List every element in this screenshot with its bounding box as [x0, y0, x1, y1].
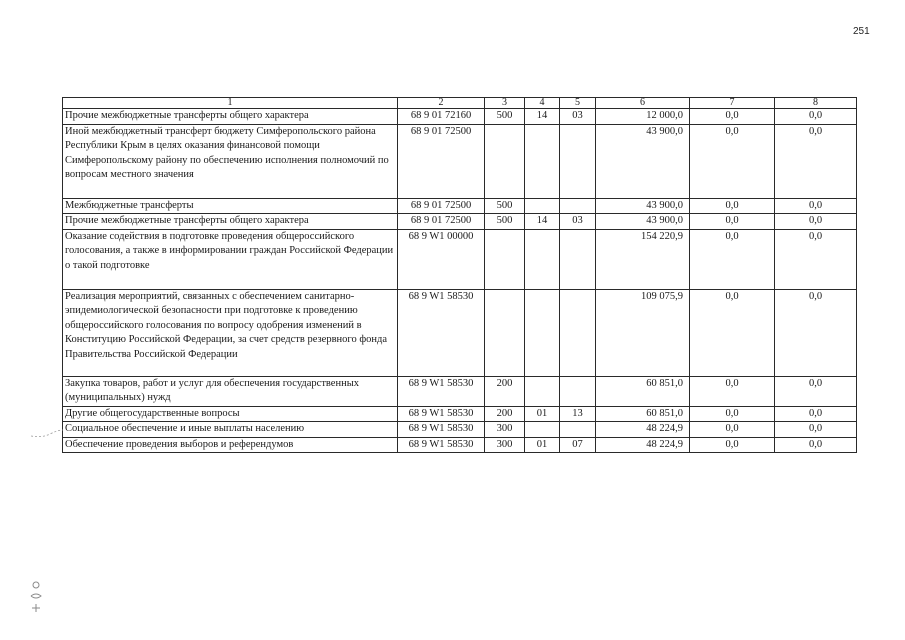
amount-col6: 12 000,0: [596, 109, 690, 125]
target-article-code: 68 9 01 72500: [398, 124, 485, 198]
row-name: Прочие межбюджетные трансферты общего характера: [63, 214, 398, 230]
table-row: [63, 376, 857, 406]
subsection-code: [560, 198, 596, 214]
amount-col8: 0,0: [775, 376, 857, 406]
target-article-code: 68 9 01 72160: [398, 109, 485, 125]
amount-col7: 0,0: [690, 289, 775, 376]
expense-type: 300: [485, 422, 525, 438]
target-article-code: 68 9 W1 00000: [398, 229, 485, 289]
column-header-2: 2: [398, 98, 485, 109]
section-code: [525, 422, 560, 438]
target-article-code: 68 9 W1 58530: [398, 437, 485, 453]
target-article-code: 68 9 W1 58530: [398, 406, 485, 422]
row-name: Иной межбюджетный трансферт бюджету Симферопольского района Республики Крым в целях оказания финансовой помощи Симферопольскому району по обеспечению исполнения полномочий по вопросам местного значения: [63, 124, 398, 198]
scan-artifact-line: [30, 426, 64, 440]
subsection-code: 13: [560, 406, 596, 422]
amount-col6: 109 075,9: [596, 289, 690, 376]
section-code: 14: [525, 214, 560, 230]
table-row: [63, 289, 857, 376]
subsection-code: [560, 422, 596, 438]
column-header-1: 1: [63, 98, 398, 109]
section-code: [525, 229, 560, 289]
table-row: [63, 198, 857, 214]
section-code: [525, 376, 560, 406]
scan-artifact-mark: [28, 580, 46, 616]
target-article-code: 68 9 W1 58530: [398, 422, 485, 438]
row-name: Социальное обеспечение и иные выплаты населению: [63, 422, 398, 438]
section-code: [525, 124, 560, 198]
row-name: Межбюджетные трансферты: [63, 198, 398, 214]
budget-table: [62, 97, 857, 453]
page-number: 251: [853, 26, 870, 37]
table-row: [63, 124, 857, 198]
subsection-code: [560, 289, 596, 376]
expense-type: 500: [485, 109, 525, 125]
amount-col8: 0,0: [775, 109, 857, 125]
section-code: [525, 289, 560, 376]
target-article-code: 68 9 01 72500: [398, 198, 485, 214]
amount-col6: 48 224,9: [596, 437, 690, 453]
expense-type: 200: [485, 376, 525, 406]
row-name: Оказание содействия в подготовке проведения общероссийского голосования, а также в информировании граждан Российской Федерации о такой подготовке: [63, 229, 398, 289]
row-name: Закупка товаров, работ и услуг для обеспечения государственных (муниципальных) нужд: [63, 376, 398, 406]
amount-col8: 0,0: [775, 229, 857, 289]
column-header-8: 8: [775, 98, 857, 109]
amount-col7: 0,0: [690, 422, 775, 438]
expense-type: 500: [485, 214, 525, 230]
row-name: Обеспечение проведения выборов и референдумов: [63, 437, 398, 453]
amount-col7: 0,0: [690, 214, 775, 230]
row-name: Прочие межбюджетные трансферты общего характера: [63, 109, 398, 125]
column-header-5: 5: [560, 98, 596, 109]
amount-col7: 0,0: [690, 198, 775, 214]
section-code: 01: [525, 406, 560, 422]
amount-col7: 0,0: [690, 229, 775, 289]
amount-col6: 60 851,0: [596, 406, 690, 422]
subsection-code: [560, 376, 596, 406]
expense-type: 300: [485, 437, 525, 453]
table-row: [63, 109, 857, 125]
amount-col8: 0,0: [775, 124, 857, 198]
column-header-3: 3: [485, 98, 525, 109]
section-code: 01: [525, 437, 560, 453]
amount-col7: 0,0: [690, 109, 775, 125]
expense-type: [485, 229, 525, 289]
column-header-4: 4: [525, 98, 560, 109]
subsection-code: 03: [560, 109, 596, 125]
table-row: [63, 214, 857, 230]
expense-type: 200: [485, 406, 525, 422]
target-article-code: 68 9 W1 58530: [398, 376, 485, 406]
amount-col7: 0,0: [690, 437, 775, 453]
column-header-7: 7: [690, 98, 775, 109]
section-code: [525, 198, 560, 214]
subsection-code: [560, 124, 596, 198]
amount-col7: 0,0: [690, 124, 775, 198]
amount-col7: 0,0: [690, 376, 775, 406]
subsection-code: [560, 229, 596, 289]
expense-type: [485, 124, 525, 198]
header-row: [63, 98, 857, 109]
expense-type: 500: [485, 198, 525, 214]
row-name: Другие общегосударственные вопросы: [63, 406, 398, 422]
expense-type: [485, 289, 525, 376]
amount-col6: 60 851,0: [596, 376, 690, 406]
amount-col6: 43 900,0: [596, 214, 690, 230]
subsection-code: 03: [560, 214, 596, 230]
amount-col6: 43 900,0: [596, 124, 690, 198]
amount-col8: 0,0: [775, 289, 857, 376]
amount-col8: 0,0: [775, 198, 857, 214]
target-article-code: 68 9 01 72500: [398, 214, 485, 230]
amount-col8: 0,0: [775, 437, 857, 453]
table-row: [63, 422, 857, 438]
table-row: [63, 406, 857, 422]
row-name: Реализация мероприятий, связанных с обеспечением санитарно-эпидемиологической безопасности при подготовке к проведению общероссийского голосования по вопросу одобрения изменений в Конституцию Российской Федерации, за счет средств резервного фонда Правительства Российской Федерации: [63, 289, 398, 376]
amount-col8: 0,0: [775, 422, 857, 438]
target-article-code: 68 9 W1 58530: [398, 289, 485, 376]
column-header-6: 6: [596, 98, 690, 109]
amount-col6: 43 900,0: [596, 198, 690, 214]
table-row: [63, 437, 857, 453]
amount-col8: 0,0: [775, 214, 857, 230]
amount-col7: 0,0: [690, 406, 775, 422]
amount-col8: 0,0: [775, 406, 857, 422]
table-row: [63, 229, 857, 289]
amount-col6: 154 220,9: [596, 229, 690, 289]
amount-col6: 48 224,9: [596, 422, 690, 438]
subsection-code: 07: [560, 437, 596, 453]
section-code: 14: [525, 109, 560, 125]
